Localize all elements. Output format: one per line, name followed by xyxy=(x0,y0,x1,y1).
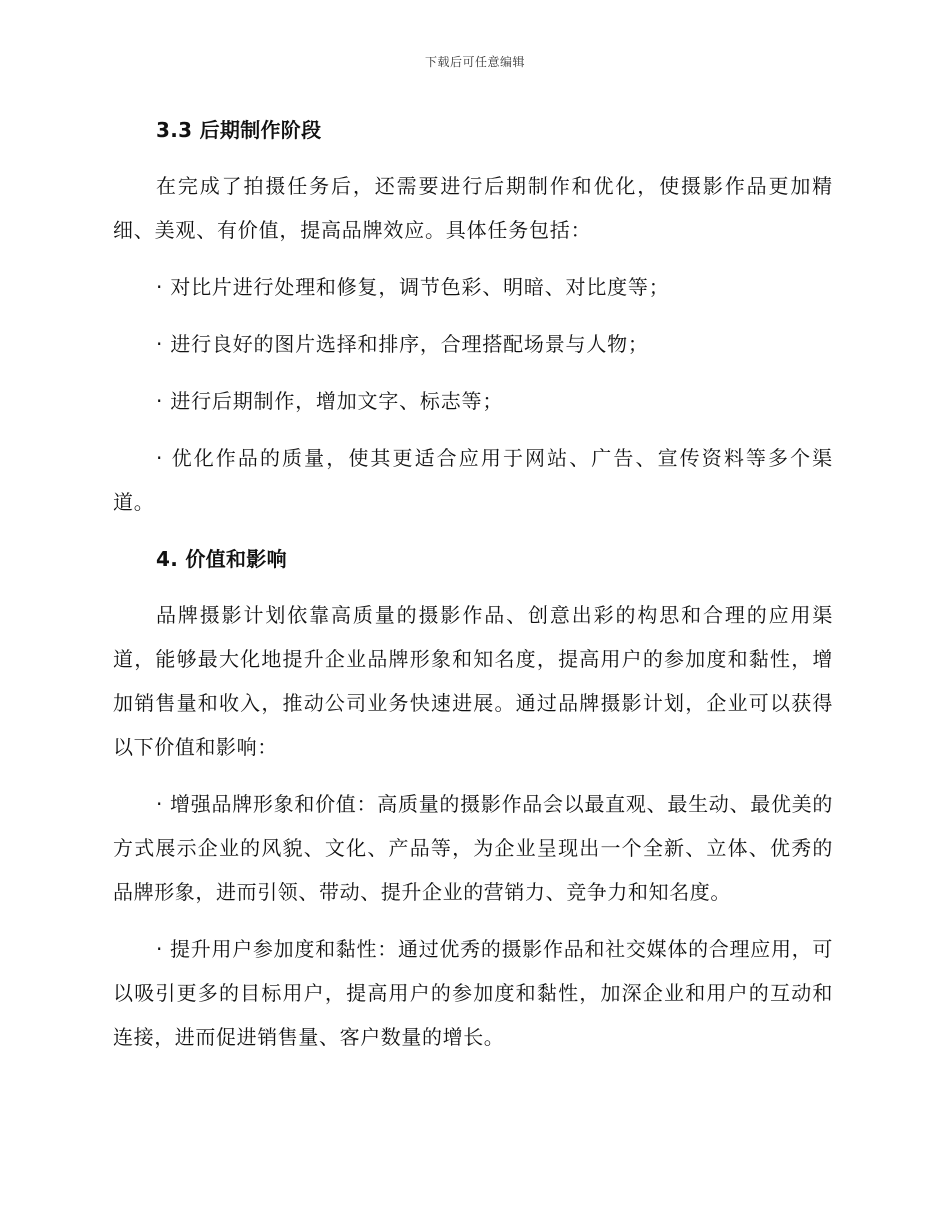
section-heading-3-3: 3.3 后期制作阶段 xyxy=(156,118,322,142)
page-header: 下载后可任意编辑 xyxy=(424,55,525,69)
paragraph-value-intro: 品牌摄影计划依靠高质量的摄影作品、创意出彩的构思和合理的应用渠道，能够最大化地提升企业品牌形象和知名度，提高用户的参加度和黏性，增加销售量和收入，推动公司业务快速进展。通过品牌摄影计划，企业可以获得以下价值和影响： xyxy=(113,603,833,759)
list-item-optimize-quality: · 优化作品的质量，使其更适合应用于网站、广告、宣传资料等多个渠道。 xyxy=(113,446,833,514)
list-item-add-text-logo: · 进行后期制作，增加文字、标志等； xyxy=(156,389,504,413)
list-item-image-selection: · 进行良好的图片选择和排序，合理搭配场景与人物； xyxy=(156,332,649,356)
paragraph-post-production-intro: 在完成了拍摄任务后，还需要进行后期制作和优化，使摄影作品更加精细、美观、有价值，提高品牌效应。具体任务包括： xyxy=(113,174,833,242)
list-item-photo-retouching: · 对比片进行处理和修复，调节色彩、明暗、对比度等； xyxy=(156,275,670,299)
section-heading-4: 4. 价值和影响 xyxy=(156,547,287,571)
list-item-brand-image: · 增强品牌形象和价值：高质量的摄影作品会以最直观、最生动、最优美的方式展示企业的风貌、文化、产品等，为企业呈现出一个全新、立体、优秀的品牌形象，进而引领、带动、提升企业的营销力、竞争力和知名度。 xyxy=(113,792,833,904)
document-body xyxy=(113,108,833,1072)
list-item-user-engagement: · 提升用户参加度和黏性：通过优秀的摄影作品和社交媒体的合理应用，可以吸引更多的目标用户，提高用户的参加度和黏性，加深企业和用户的互动和连接，进而促进销售量、客户数量的增长。 xyxy=(113,937,833,1049)
